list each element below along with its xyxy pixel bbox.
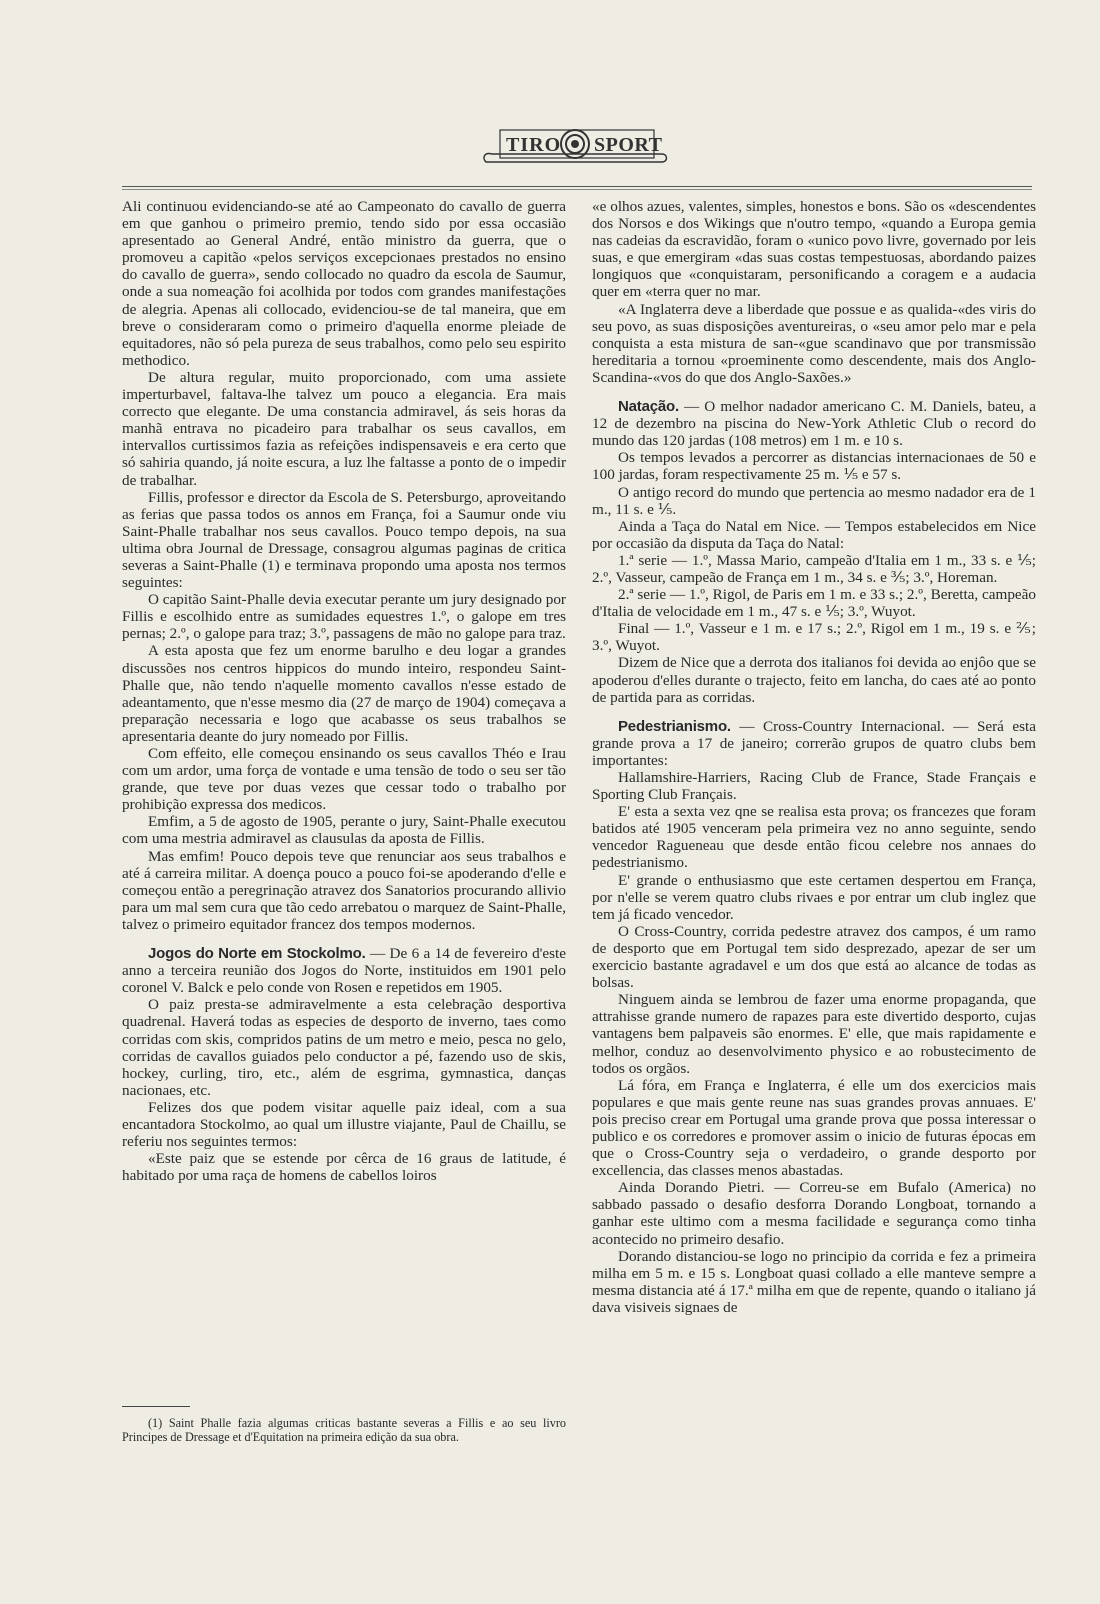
section-heading-jogos: Jogos do Norte em Stockolmo. <box>148 945 366 963</box>
paragraph: Ainda a Taça do Natal em Nice. — Tempos estabelecidos em Nice por occasião da disputa da Taça do Natal: <box>592 517 1036 552</box>
paragraph: Final — 1.º, Vasseur e 1 m. e 17 s.; 2.º, Rigol em 1 m., 19 s. e ⅖; 3.º, Wuyot. <box>592 620 1036 655</box>
section-heading-natacao: Natação. <box>618 398 679 416</box>
section-paragraph: Jogos do Norte em Stockolmo. — De 6 a 14 de fevereiro d'este anno a terceira reunião dos Jogos do Norte, instituidos em 1901 pelo coronel V. Balck e pelo conde von Rosen e repetidos em 1905. <box>122 945 567 997</box>
paragraph: O paiz presta-se admiravelmente a esta celebração desportiva quadrenal. Haverá todas as especies de desporto de inverno, taes como corridas com skis, compridos patins de um metro e meio, pesca no gelo, corridas de cavallos guiados pelo conductor a pé, fazendo uso de skis, hockey, curling, tiro, etc., além de esgrima, gymnastica, danças nacionaes, etc. <box>122 996 566 1099</box>
paragraph: Dizem de Nice que a derrota dos italianos foi devida ao enjôo que se apoderou d'elles durante o trajecto, feito em lancha, do caes até ao ponto de partida para as corridas. <box>592 654 1036 706</box>
paragraph: 1.ª serie — 1.º, Massa Mario, campeão d'Italia em 1 m., 33 s. e ⅕; 2.º, Vasseur, campeão de França em 1 m., 34 s. e ⅗; 3.º, Horeman. <box>592 551 1036 586</box>
header-rule <box>122 186 1032 187</box>
paragraph: O Cross-Country, corrida pedestre atravez dos campos, é um ramo de desporto que em Portugal tem sido desprezado, apezar de ser um exercicio bastante agradavel e um dos que está ao alcance de todas as bolsas. <box>592 922 1036 992</box>
paragraph: E' grande o enthusiasmo que este certamen despertou em França, por n'elle se verem quatro clubs rivaes e por entrar um club inglez que tem já ficado vencedor. <box>592 871 1036 923</box>
paragraph: Com effeito, elle começou ensinando os seus cavallos Théo e Irau com um ardor, uma força de vontade e uma tensão de todo o seu ser tão grande, que teve por duas vezes que cessar todo o trabalho por prohibição expressa dos medicos. <box>122 745 566 814</box>
paragraph: De altura regular, muito proporcionado, com uma assiete imperturbavel, faltava-lhe talvez um pouco a elegancia. Era mais correcto que elegante. De uma constancia admiravel, ás seis horas da manhã entrava no picadeiro para trabalhar os seus cavallos, em intervallos curtissimos fazia as refeições indispensaveis e era certo que só sahiria quando, já noite escura, a luz lhe faltasse a ponto de o impedir de trabalhar. <box>122 368 566 489</box>
paragraph: Fillis, professor e director da Escola de S. Petersburgo, aproveitando as ferias que passa todos os annos em França, foi a Saumur onde viu Saint-Phalle trabalhar nos seus cavallos. Pouco tempo depois, na sua ultima obra Journal de Dressage, consagrou algumas paginas de critica severas a Saint-Phalle (1) e terminava propondo uma aposta nos termos seguintes: <box>122 488 566 592</box>
footnote-text: (1) Saint Phalle fazia algumas criticas bastante severas a Fillis e ao seu livro Principes de Dressage et d'Equitation na primeira edição da sua obra. <box>122 1416 566 1444</box>
paragraph: Dorando distanciou-se logo no principio da corrida e fez a primeira milha em 5 m. e 15 s. Longboat quasi collado a elle manteve sempre a mesma distancia até á 17.ª milha em que de repente, quando o italiano já dava visiveis signaes de <box>592 1247 1036 1316</box>
paragraph: Mas emfim! Pouco depois teve que renunciar aos seus trabalhos e até á carreira militar. A doença pouco a pouco foi-se apoderando d'elle e começou então a peregrinação atravez dos Sanatorios procurando allivio para um mal sem cura que tão cedo arrebatou o marquez de Saint-Phalle, talvez o primeiro equitador francez dos tempos modernos. <box>122 847 566 933</box>
paragraph: Felizes dos que podem visitar aquelle paiz ideal, com a sua encantadora Stockolmo, ao qual um illustre viajante, Paul de Chaillu, se referiu nos seguintes termos: <box>122 1098 566 1151</box>
footnote <box>122 1416 566 1444</box>
left-column <box>122 198 566 1184</box>
masthead-logo <box>480 118 670 176</box>
paragraph: Ainda Dorando Pietri. — Correu-se em Bufalo (America) no sabbado passado o desafio desforra Dorando Longboat, tornando a ganhar este ultimo com a mesma facilidade e segurança como tinha acontecido no primeiro desafio. <box>592 1179 1036 1248</box>
footnote-rule <box>122 1406 190 1407</box>
paragraph: Ninguem ainda se lembrou de fazer uma enorme propaganda, que attrahisse grande numero de rapazes para este divertido desporto, cujas vantagens bem palpaveis são enormes. E' elle, que mais rapidamente e melhor, conduz ao desenvolvimento physico e ao robustecimento de todos os orgãos. <box>592 991 1036 1077</box>
section-heading-pedestrianismo: Pedestrianismo. <box>618 717 731 735</box>
paragraph: E' esta a sexta vez qne se realisa esta prova; os francezes que foram batidos até 1905 venceram pela primeira vez no anno seguinte, sendo vencedor Ragueneau que desde então ficou celebre nos annaes do pedestrianismo. <box>592 803 1036 872</box>
header-rule-secondary <box>122 189 1032 190</box>
svg-text:SPORT: SPORT <box>594 134 663 156</box>
paragraph: 2.ª serie — 1.º, Rigol, de Paris em 1 m. e 33 s.; 2.º, Beretta, campeão d'Italia de velocidade em 1 m., 47 s. e ⅕; 3.º, Wuyot. <box>592 586 1036 621</box>
section-paragraph: Pedestrianismo. — Cross-Country Internacional. — Será esta grande prova a 17 de janeiro; correrão grupos de quatro clubs bem importantes: <box>592 717 1037 769</box>
right-column <box>592 198 1036 1316</box>
svg-text:TIRO: TIRO <box>506 134 562 156</box>
paragraph: Lá fóra, em França e Inglaterra, é elle um dos exercicios mais populares e que mais gente reune nas suas grandes provas annuaes. E' pois preciso crear em Portugal uma grande prova que possa interessar o publico e os corredores e promover assim o inicio de futuras épocas em que o Cross-Country seja o verdadeiro, o grande desporto por excellencia, das classes menos abastadas. <box>592 1076 1036 1180</box>
paragraph: «A Inglaterra deve a liberdade que possue e as qualida-«des viris do seu povo, as suas disposições aventureiras, o «seu amor pelo mar e pela conquista a esta mistura de san-«gue scandinavo que por transmissão hereditaria a tornou «proeminente como descendente, mais dos Anglo-Scandina-«vos do que dos Anglo-Saxões.» <box>592 300 1036 386</box>
paragraph: O capitão Saint-Phalle devia executar perante um jury designado por Fillis e escolhido entre as sumidades equestres 1.º, o galope em tres pernas; 2.º, o galope para traz; 3.º, passagens de mão no galope para traz. <box>122 591 566 643</box>
section-paragraph: Natação. — O melhor nadador americano C. M. Daniels, bateu, a 12 de dezembro na piscina do New-York Athletic Club o record do mundo das 120 jardas (108 metros) em 1 m. e 10 s. <box>592 398 1036 450</box>
paragraph: Ali continuou evidenciando-se até ao Campeonato do cavallo de guerra em que ganhou o primeiro premio, tendo sido por essa occasião apresentado ao General André, então ministro da guerra, que o promoveu a capitão «pelos serviços excepcionaes prestados no ensino do cavallo de guerra», sendo collocado no quadro da escola de Saumur, onde a sua nomeação foi acolhida por todos com grandes manifestações de alegria. Apenas ali collocado, evidenciou-se de tal maneira, que em breve o consideraram como o primeiro d'aquella enorme pleiade de equitadores, não só pela pureza de seus trabalhos, como pelo seu espirito methodico. <box>122 198 566 369</box>
paragraph: Hallamshire-Harriers, Racing Club de France, Stade Français e Sporting Club Français. <box>592 769 1036 804</box>
paragraph: Os tempos levados a percorrer as distancias internacionaes de 50 e 100 jardas, foram respectivamente 25 m. ⅕ e 57 s. <box>592 449 1036 484</box>
paragraph: «Este paiz que se estende por cêrca de 16 graus de latitude, é habitado por uma raça de homens de cabellos loiros <box>122 1150 566 1185</box>
paragraph: A esta aposta que fez um enorme barulho e deu logar a grandes discussões nos centros hippicos do mundo inteiro, respondeu Saint-Phalle que, não tendo n'aquelle momento cavallos n'esse estado de adeantamento, que n'esse mesmo dia (27 de março de 1904) começava a preparação necessaria e logo que acabasse os seus trabalhos se apresentaria deante do jury nomeado por Fillis. <box>122 642 566 745</box>
paragraph: Emfim, a 5 de agosto de 1905, perante o jury, Saint-Phalle executou com uma mestria admiravel as clausulas da aposta de Fillis. <box>122 813 566 848</box>
paragraph: O antigo record do mundo que pertencia ao mesmo nadador era de 1 m., 11 s. e ⅕. <box>592 483 1036 518</box>
paragraph: «e olhos azues, valentes, simples, honestos e bons. São os «descendentes dos Norsos e dos Wikings que n'outro tempo, «quando a Europa gemia nas cadeias da escravidão, foram o «unico povo livre, governado por leis suas, e que emergiram «das suas costas tempestuosas, abordando paizes longiquos que «conquistaram, personificando a coragem e a audacia quer em «terra quer no mar. <box>592 198 1036 301</box>
